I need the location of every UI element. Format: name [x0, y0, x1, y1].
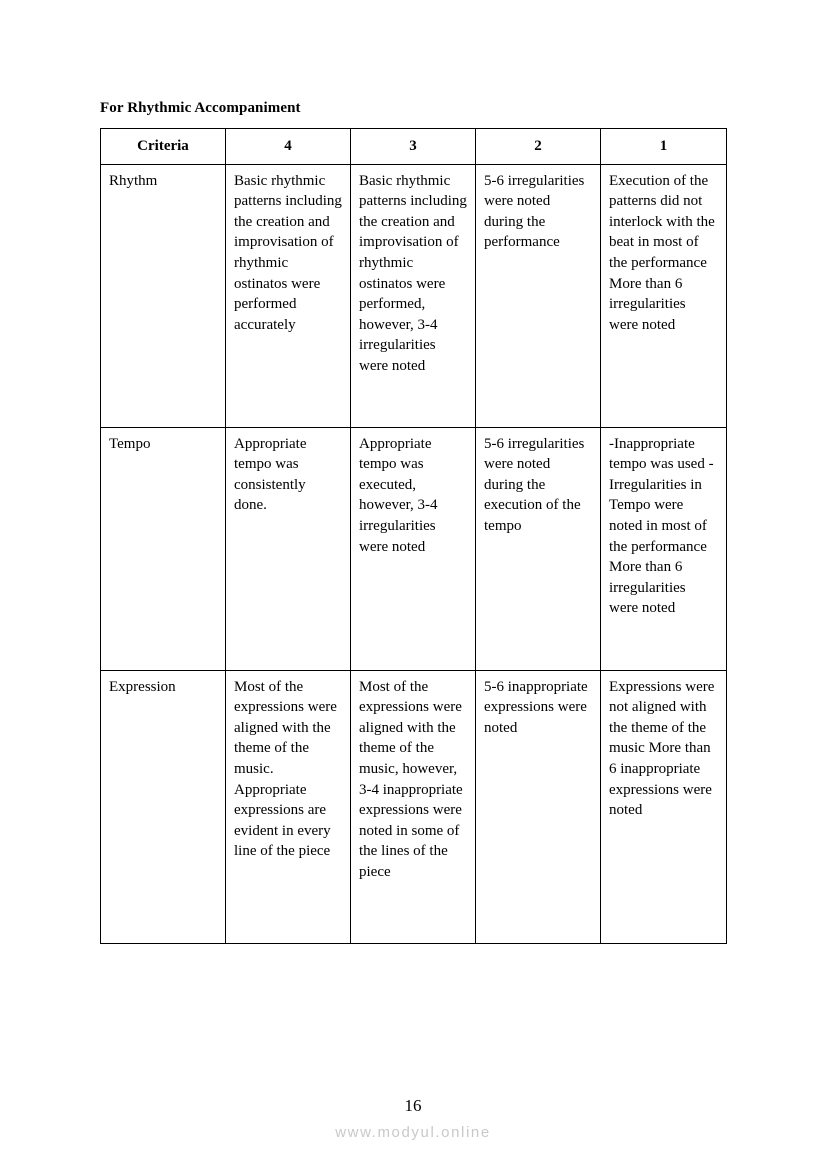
table-header-row — [101, 129, 727, 165]
cell-score-1 — [601, 670, 727, 943]
cell-text: Appropriate tempo was executed, however, 3-4 irregularities were noted — [359, 435, 438, 555]
cell-text: Most of the expressions were aligned with the theme of the music. Appropriate expressions are evident in every line of the piece — [234, 678, 337, 860]
rubric-table — [100, 128, 727, 944]
watermark: www.modyul.online — [335, 1124, 491, 1141]
cell-text: Basic rhythmic patterns including the creation and improvisation of rhythmic ostinatos were performed, however, 3-4 irregularities were noted — [359, 172, 467, 374]
column-header-criteria: Criteria — [101, 129, 226, 165]
cell-text: Expression — [109, 678, 176, 695]
cell-criteria — [101, 670, 226, 943]
column-header-score-4: 4 — [226, 129, 351, 165]
cell-text: -Inappropriate tempo was used - Irregularities in Tempo were noted in most of the performance More than 6 irregularities were noted — [609, 435, 714, 617]
cell-text: 5-6 irregularities were noted during the execution of the tempo — [484, 435, 585, 534]
page-number: 16 — [404, 1096, 422, 1115]
cell-text: Basic rhythmic patterns including the creation and improvisation of rhythmic ostinatos were performed accurately — [234, 172, 342, 333]
cell-text: 5-6 irregularities were noted during the performance — [484, 172, 585, 251]
page-title: For Rhythmic Accompaniment — [100, 100, 301, 116]
cell-score-2 — [476, 427, 601, 670]
column-header-score-2: 2 — [476, 129, 601, 165]
cell-criteria — [101, 164, 226, 427]
table-row — [101, 670, 727, 943]
cell-text: Most of the expressions were aligned with the theme of the music, however, 3-4 inappropriate expressions were noted in some of the lines of the piece — [359, 678, 463, 880]
cell-score-4 — [226, 164, 351, 427]
cell-score-4 — [226, 670, 351, 943]
cell-score-3 — [351, 164, 476, 427]
cell-text: Expressions were not aligned with the theme of the music More than 6 inappropriate expressions were noted — [609, 678, 715, 819]
cell-text: Tempo — [109, 435, 151, 452]
cell-text: Execution of the patterns did not interlock with the beat in most of the performance More than 6 irregularities were noted — [609, 172, 715, 333]
cell-score-4 — [226, 427, 351, 670]
cell-score-1 — [601, 164, 727, 427]
table-row — [101, 427, 727, 670]
cell-score-3 — [351, 670, 476, 943]
cell-score-3 — [351, 427, 476, 670]
cell-text: Rhythm — [109, 172, 158, 189]
column-header-score-3: 3 — [351, 129, 476, 165]
column-header-score-1: 1 — [601, 129, 727, 165]
cell-score-2 — [476, 164, 601, 427]
table-row — [101, 164, 727, 427]
cell-score-2 — [476, 670, 601, 943]
cell-text: Appropriate tempo was consistently done. — [234, 435, 307, 514]
cell-text: 5-6 inappropriate expressions were noted — [484, 678, 588, 736]
cell-score-1 — [601, 427, 727, 670]
cell-criteria — [101, 427, 226, 670]
